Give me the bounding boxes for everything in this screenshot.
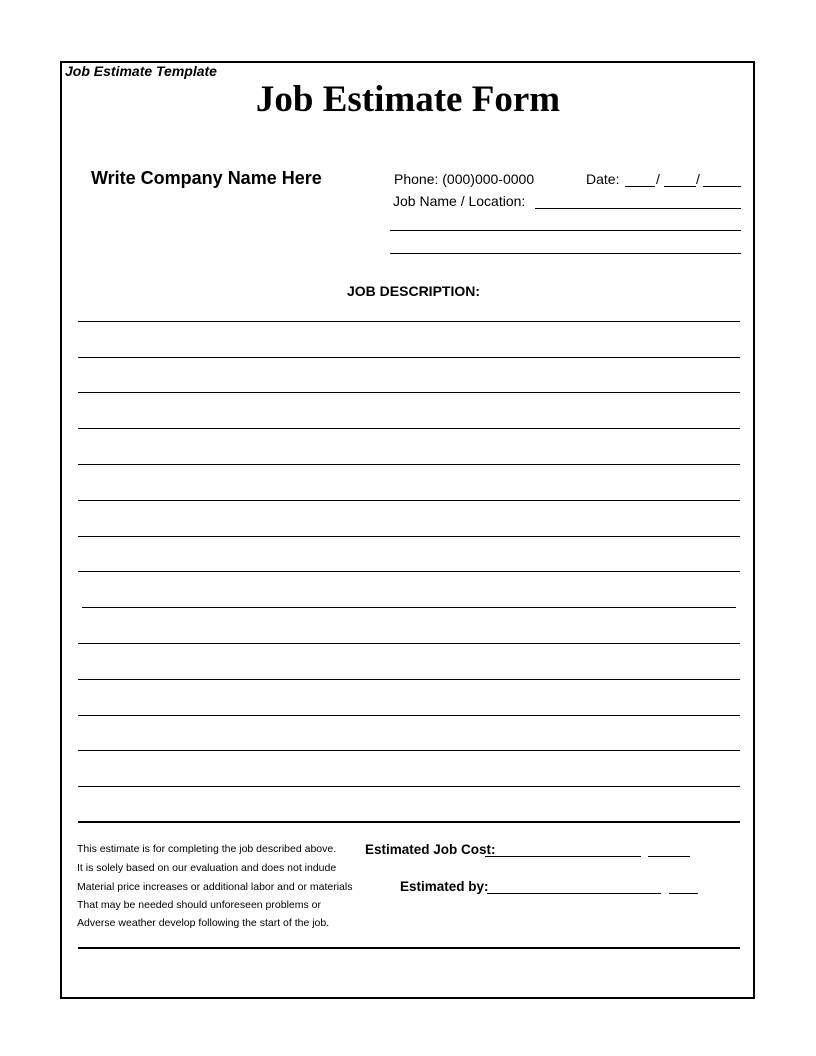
disclaimer-line: Material price increases or additional labor and or materials xyxy=(77,881,353,893)
footer-divider xyxy=(78,947,740,949)
disclaimer-line: It is solely based on our evaluation and does not indude xyxy=(77,862,337,874)
description-line[interactable] xyxy=(78,715,740,716)
description-line[interactable] xyxy=(78,643,740,644)
description-line[interactable] xyxy=(78,500,740,501)
estimated-cost-label: Estimated Job Cost: xyxy=(365,842,496,857)
company-name[interactable]: Write Company Name Here xyxy=(91,168,322,188)
disclaimer-line: Adverse weather develop following the start of the job. xyxy=(77,917,330,929)
estimated-cost-field[interactable] xyxy=(485,856,641,857)
job-location-label: Job Name / Location: xyxy=(393,193,526,209)
disclaimer-line: This estimate is for completing the job described above. xyxy=(77,843,337,855)
estimated-by-field[interactable] xyxy=(487,893,661,894)
description-line[interactable] xyxy=(78,750,740,751)
description-line[interactable] xyxy=(78,392,740,393)
description-line[interactable] xyxy=(78,536,740,537)
job-location-field[interactable] xyxy=(535,208,741,209)
description-line[interactable] xyxy=(78,464,740,465)
date-separator: / xyxy=(656,171,660,187)
description-line[interactable] xyxy=(78,321,740,322)
description-line[interactable] xyxy=(78,786,740,787)
date-label: Date: xyxy=(586,171,620,187)
description-line[interactable] xyxy=(78,571,740,572)
disclaimer-line: That may be needed should unforeseen problems or xyxy=(77,899,321,911)
date-month-field[interactable] xyxy=(625,186,655,187)
description-line[interactable] xyxy=(78,357,740,358)
description-divider xyxy=(78,821,740,823)
date-day-field[interactable] xyxy=(664,186,696,187)
description-line[interactable] xyxy=(78,679,740,680)
job-description-title: JOB DESCRIPTION: xyxy=(347,283,481,299)
estimated-cost-cents-field[interactable] xyxy=(648,856,690,857)
job-location-field-line-2[interactable] xyxy=(390,230,741,231)
estimated-by-extra-field[interactable] xyxy=(669,893,698,894)
date-separator: / xyxy=(696,171,700,187)
page-title: Job Estimate Form xyxy=(255,79,561,120)
date-year-field[interactable] xyxy=(703,186,741,187)
template-label: Job Estimate Template xyxy=(65,63,217,79)
description-line[interactable] xyxy=(78,428,740,429)
estimated-by-label: Estimated by: xyxy=(400,879,489,894)
description-line[interactable] xyxy=(82,607,736,608)
phone-label: Phone: (000)000-0000 xyxy=(394,171,535,187)
job-location-field-line-3[interactable] xyxy=(390,253,741,254)
